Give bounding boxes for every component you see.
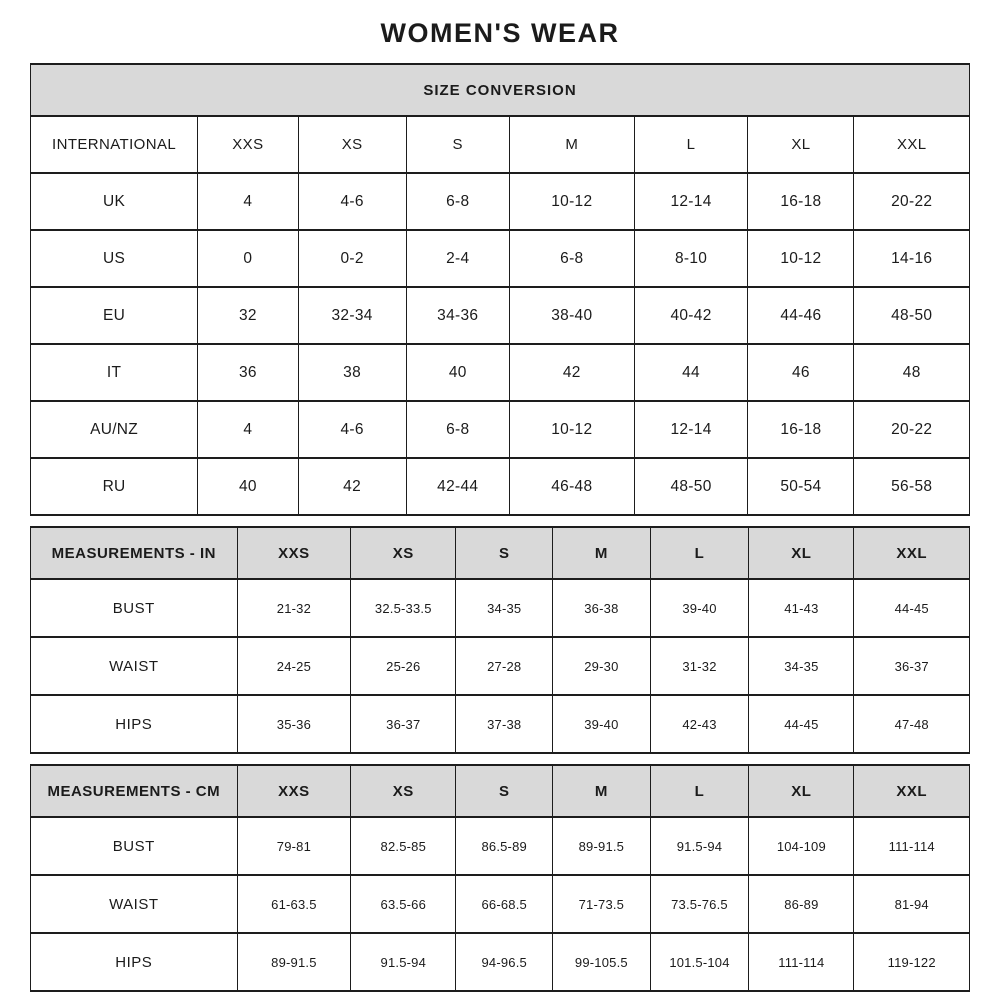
measurements-in-table <box>30 526 970 754</box>
size-cell: 8-10 <box>634 230 748 287</box>
size-cell: 38-40 <box>509 287 634 344</box>
table-row <box>31 64 970 116</box>
size-cell: 0 <box>198 230 298 287</box>
size-cell: 36 <box>198 344 298 401</box>
measurement-cell: 71-73.5 <box>553 875 651 933</box>
column-header-l: L <box>650 765 749 817</box>
measurement-cell: 79-81 <box>237 817 351 875</box>
size-cell: 4-6 <box>298 173 406 230</box>
size-cell: 40 <box>406 344 509 401</box>
table-row-hips-cm <box>31 933 970 991</box>
measurement-cell: 73.5-76.5 <box>650 875 749 933</box>
measurement-cell: 36-37 <box>854 637 970 695</box>
column-header-m: M <box>509 116 634 173</box>
column-header-xs: XS <box>351 527 456 579</box>
measurement-cell: 25-26 <box>351 637 456 695</box>
size-cell: 16-18 <box>748 173 854 230</box>
measurements-cm-header: MEASUREMENTS - CM <box>31 765 238 817</box>
column-header-xxs: XXS <box>237 765 351 817</box>
measurement-cell: 89-91.5 <box>553 817 651 875</box>
table-row-waist-in <box>31 637 970 695</box>
column-header-m: M <box>553 527 651 579</box>
measurement-cell: 35-36 <box>237 695 351 753</box>
table-row-ru <box>31 458 970 515</box>
measurement-cell: 86-89 <box>749 875 854 933</box>
column-header-xxs: XXS <box>237 527 351 579</box>
measurement-cell: 27-28 <box>456 637 553 695</box>
measurement-cell: 32.5-33.5 <box>351 579 456 637</box>
size-cell: 48-50 <box>634 458 748 515</box>
column-header-xs: XS <box>351 765 456 817</box>
size-cell: 48 <box>854 344 970 401</box>
measurement-cell: 91.5-94 <box>351 933 456 991</box>
size-cell: 6-8 <box>406 173 509 230</box>
size-conversion-table <box>30 63 970 516</box>
row-label: RU <box>31 458 198 515</box>
table-row-waist-cm <box>31 875 970 933</box>
measurement-cell: 82.5-85 <box>351 817 456 875</box>
row-label: HIPS <box>31 695 238 753</box>
row-label: WAIST <box>31 875 238 933</box>
row-label: UK <box>31 173 198 230</box>
size-cell: 34-36 <box>406 287 509 344</box>
column-header-m: M <box>553 765 651 817</box>
measurement-cell: 101.5-104 <box>650 933 749 991</box>
column-header-xxl: XXL <box>854 527 970 579</box>
measurement-cell: 63.5-66 <box>351 875 456 933</box>
table-row-bust-cm <box>31 817 970 875</box>
size-cell: 44 <box>634 344 748 401</box>
measurement-cell: 34-35 <box>456 579 553 637</box>
column-header-international: INTERNATIONAL <box>31 116 198 173</box>
size-cell: 12-14 <box>634 173 748 230</box>
size-cell: 32-34 <box>298 287 406 344</box>
measurement-cell: 81-94 <box>854 875 970 933</box>
measurement-cell: 36-37 <box>351 695 456 753</box>
measurement-cell: 34-35 <box>749 637 854 695</box>
size-cell: 4 <box>198 401 298 458</box>
measurement-cell: 39-40 <box>650 579 749 637</box>
column-header-xxs: XXS <box>198 116 298 173</box>
table-row-it <box>31 344 970 401</box>
size-cell: 38 <box>298 344 406 401</box>
row-label: BUST <box>31 579 238 637</box>
size-cell: 6-8 <box>406 401 509 458</box>
size-cell: 0-2 <box>298 230 406 287</box>
table-row-us <box>31 230 970 287</box>
page-title: WOMEN'S WEAR <box>380 18 620 48</box>
row-label: AU/NZ <box>31 401 198 458</box>
measurement-cell: 44-45 <box>749 695 854 753</box>
measurements-in-header: MEASUREMENTS - IN <box>31 527 238 579</box>
size-cell: 10-12 <box>509 173 634 230</box>
table-row-aunz <box>31 401 970 458</box>
measurement-cell: 111-114 <box>749 933 854 991</box>
column-header-xxl: XXL <box>854 765 970 817</box>
size-cell: 10-12 <box>509 401 634 458</box>
size-cell: 42 <box>298 458 406 515</box>
measurement-cell: 94-96.5 <box>456 933 553 991</box>
size-cell: 44-46 <box>748 287 854 344</box>
measurement-cell: 41-43 <box>749 579 854 637</box>
size-cell: 50-54 <box>748 458 854 515</box>
measurements-cm-table <box>30 764 970 992</box>
size-cell: 46 <box>748 344 854 401</box>
size-chart-page <box>30 0 970 992</box>
size-cell: 40-42 <box>634 287 748 344</box>
column-header-xxl: XXL <box>854 116 970 173</box>
size-conversion-header: SIZE CONVERSION <box>31 64 970 116</box>
row-label: WAIST <box>31 637 238 695</box>
column-header-l: L <box>650 527 749 579</box>
measurement-cell: 66-68.5 <box>456 875 553 933</box>
size-cell: 40 <box>198 458 298 515</box>
measurement-cell: 86.5-89 <box>456 817 553 875</box>
size-cell: 48-50 <box>854 287 970 344</box>
table-row-hips-in <box>31 695 970 753</box>
table-row-uk <box>31 173 970 230</box>
size-cell: 56-58 <box>854 458 970 515</box>
measurement-cell: 111-114 <box>854 817 970 875</box>
size-cell: 16-18 <box>748 401 854 458</box>
measurement-cell: 21-32 <box>237 579 351 637</box>
measurement-cell: 24-25 <box>237 637 351 695</box>
size-cell: 4 <box>198 173 298 230</box>
row-label: EU <box>31 287 198 344</box>
measurement-cell: 89-91.5 <box>237 933 351 991</box>
measurement-cell: 91.5-94 <box>650 817 749 875</box>
column-header-xl: XL <box>748 116 854 173</box>
measurement-cell: 44-45 <box>854 579 970 637</box>
size-cell: 2-4 <box>406 230 509 287</box>
size-cell: 42-44 <box>406 458 509 515</box>
row-label: US <box>31 230 198 287</box>
measurement-cell: 31-32 <box>650 637 749 695</box>
column-header-xl: XL <box>749 765 854 817</box>
measurement-cell: 119-122 <box>854 933 970 991</box>
measurement-cell: 29-30 <box>553 637 651 695</box>
measurement-cell: 104-109 <box>749 817 854 875</box>
size-cell: 14-16 <box>854 230 970 287</box>
measurement-cell: 37-38 <box>456 695 553 753</box>
column-header-s: S <box>406 116 509 173</box>
size-cell: 10-12 <box>748 230 854 287</box>
row-label: IT <box>31 344 198 401</box>
table-row <box>31 527 970 579</box>
column-header-xs: XS <box>298 116 406 173</box>
measurement-cell: 61-63.5 <box>237 875 351 933</box>
size-cell: 12-14 <box>634 401 748 458</box>
table-row-eu <box>31 287 970 344</box>
measurement-cell: 47-48 <box>854 695 970 753</box>
column-header-s: S <box>456 527 553 579</box>
row-label: HIPS <box>31 933 238 991</box>
size-cell: 32 <box>198 287 298 344</box>
column-header-s: S <box>456 765 553 817</box>
table-row <box>31 116 970 173</box>
size-cell: 20-22 <box>854 401 970 458</box>
measurement-cell: 99-105.5 <box>553 933 651 991</box>
measurement-cell: 39-40 <box>553 695 651 753</box>
table-row <box>31 765 970 817</box>
size-cell: 4-6 <box>298 401 406 458</box>
table-row-bust-in <box>31 579 970 637</box>
column-header-l: L <box>634 116 748 173</box>
measurement-cell: 42-43 <box>650 695 749 753</box>
size-cell: 6-8 <box>509 230 634 287</box>
column-header-xl: XL <box>749 527 854 579</box>
size-cell: 20-22 <box>854 173 970 230</box>
measurement-cell: 36-38 <box>553 579 651 637</box>
size-cell: 46-48 <box>509 458 634 515</box>
row-label: BUST <box>31 817 238 875</box>
size-cell: 42 <box>509 344 634 401</box>
